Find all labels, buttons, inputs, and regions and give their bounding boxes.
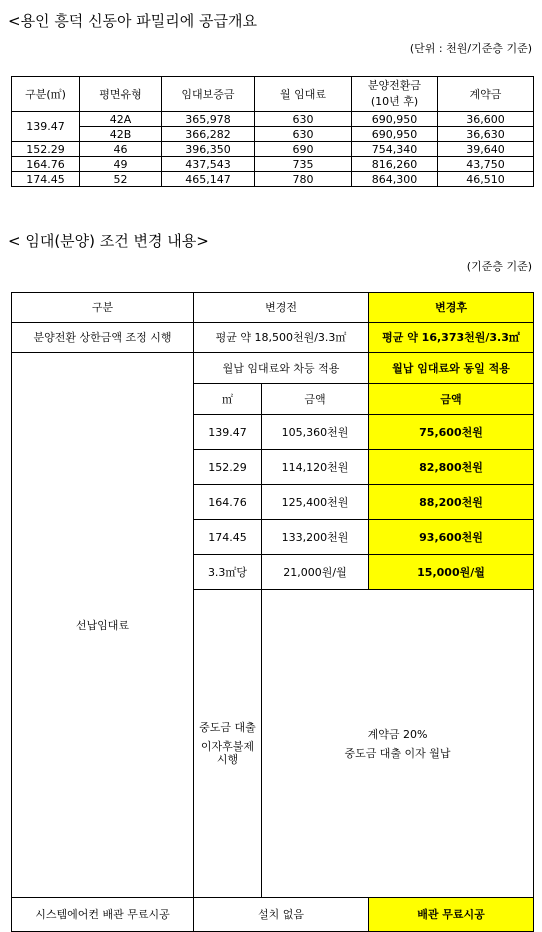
deposit-cell: 465,147 [162, 172, 255, 187]
prepaid-after: 82,800천원 [369, 450, 534, 485]
prepaid-area: 174.45 [194, 520, 262, 555]
area-cell: 174.45 [12, 172, 80, 187]
prepaid-area: 152.29 [194, 450, 262, 485]
unit-note: (단위 : 천원/기준층 기준) [409, 42, 532, 55]
contract-cell: 39,640 [438, 142, 534, 157]
supply-overview-table [11, 76, 534, 187]
loan-label [194, 590, 262, 898]
area-cell: 152.29 [12, 142, 80, 157]
type-cell: 42B [80, 127, 162, 142]
monthly-before: 월납 임대료와 차등 적용 [194, 353, 369, 384]
loan-label-line: 중도금 대출 [199, 721, 256, 734]
col-header-contract: 계약금 [438, 77, 534, 112]
col-header-deposit: 임대보증금 [162, 77, 255, 112]
area-cell: 164.76 [12, 157, 80, 172]
loan-label-line: 이자후불제 시행 [200, 740, 255, 766]
table-row [12, 323, 534, 353]
col-header-rent: 월 임대료 [255, 77, 352, 112]
contract-cell: 36,600 [438, 112, 534, 127]
prepaid-before: 125,400천원 [262, 485, 369, 520]
type-cell: 42A [80, 112, 162, 127]
section2-title: < 임대(분양) 조건 변경 내용> [8, 232, 209, 250]
monthly-after: 월납 임대료와 동일 적용 [369, 353, 534, 384]
cap-before: 평균 약 18,500천원/3.3㎡ [194, 323, 369, 353]
deposit-cell: 437,543 [162, 157, 255, 172]
table-row [12, 172, 534, 187]
col-header-amount: 금액 [262, 384, 369, 415]
rent-cell: 630 [255, 112, 352, 127]
loan-before [262, 590, 534, 898]
conversion-cell: 690,950 [352, 112, 438, 127]
col-header-before: 변경전 [194, 293, 369, 323]
type-cell: 52 [80, 172, 162, 187]
prepaid-label: 선납임대료 [12, 353, 194, 898]
contract-cell: 43,750 [438, 157, 534, 172]
prepaid-after: 88,200천원 [369, 485, 534, 520]
table-row [12, 142, 534, 157]
prepaid-area: 164.76 [194, 485, 262, 520]
cap-after: 평균 약 16,373천원/3.3㎡ [369, 323, 534, 353]
table-row [12, 898, 534, 932]
col-header-category: 구분 [12, 293, 194, 323]
loan-before-line: 중도금 대출 이자 월납 [344, 746, 451, 760]
table-header-row [12, 77, 534, 112]
deposit-cell: 366,282 [162, 127, 255, 142]
conversion-cell: 864,300 [352, 172, 438, 187]
conversion-cell: 816,260 [352, 157, 438, 172]
prepaid-before: 114,120천원 [262, 450, 369, 485]
section1-title: <용인 흥덕 신동아 파밀리에 공급개요 [8, 12, 257, 30]
col-header-sqm: ㎡ [194, 384, 262, 415]
col-header-amount-after: 금액 [369, 384, 534, 415]
condition-change-table [11, 292, 534, 932]
col-header-conversion: 분양전환금 (10년 후) [352, 77, 438, 112]
prepaid-after: 15,000원/월 [369, 555, 534, 590]
aircon-after: 배관 무료시공 [369, 898, 534, 932]
table-header-row [12, 293, 534, 323]
aircon-before: 설치 없음 [194, 898, 369, 932]
prepaid-after: 75,600천원 [369, 415, 534, 450]
rent-cell: 690 [255, 142, 352, 157]
prepaid-before: 133,200천원 [262, 520, 369, 555]
prepaid-area: 139.47 [194, 415, 262, 450]
cap-label: 분양전환 상한금액 조정 시행 [12, 323, 194, 353]
prepaid-after: 93,600천원 [369, 520, 534, 555]
rent-cell: 780 [255, 172, 352, 187]
loan-before-line: 계약금 20% [367, 727, 428, 741]
prepaid-before: 105,360천원 [262, 415, 369, 450]
aircon-label: 시스템에어컨 배관 무료시공 [12, 898, 194, 932]
basis-note: (기준층 기준) [466, 260, 532, 273]
area-cell: 139.47 [12, 112, 80, 142]
contract-cell: 46,510 [438, 172, 534, 187]
col-header-area: 구분(㎡) [12, 77, 80, 112]
table-row [12, 157, 534, 172]
conversion-cell: 690,950 [352, 127, 438, 142]
rent-cell: 630 [255, 127, 352, 142]
contract-cell: 36,630 [438, 127, 534, 142]
table-row [12, 127, 534, 142]
deposit-cell: 365,978 [162, 112, 255, 127]
rent-cell: 735 [255, 157, 352, 172]
deposit-cell: 396,350 [162, 142, 255, 157]
col-header-after: 변경후 [369, 293, 534, 323]
conversion-cell: 754,340 [352, 142, 438, 157]
prepaid-area: 3.3㎡당 [194, 555, 262, 590]
type-cell: 46 [80, 142, 162, 157]
table-row [12, 112, 534, 127]
prepaid-before: 21,000원/월 [262, 555, 369, 590]
type-cell: 49 [80, 157, 162, 172]
col-header-type: 평면유형 [80, 77, 162, 112]
table-row [12, 353, 534, 384]
